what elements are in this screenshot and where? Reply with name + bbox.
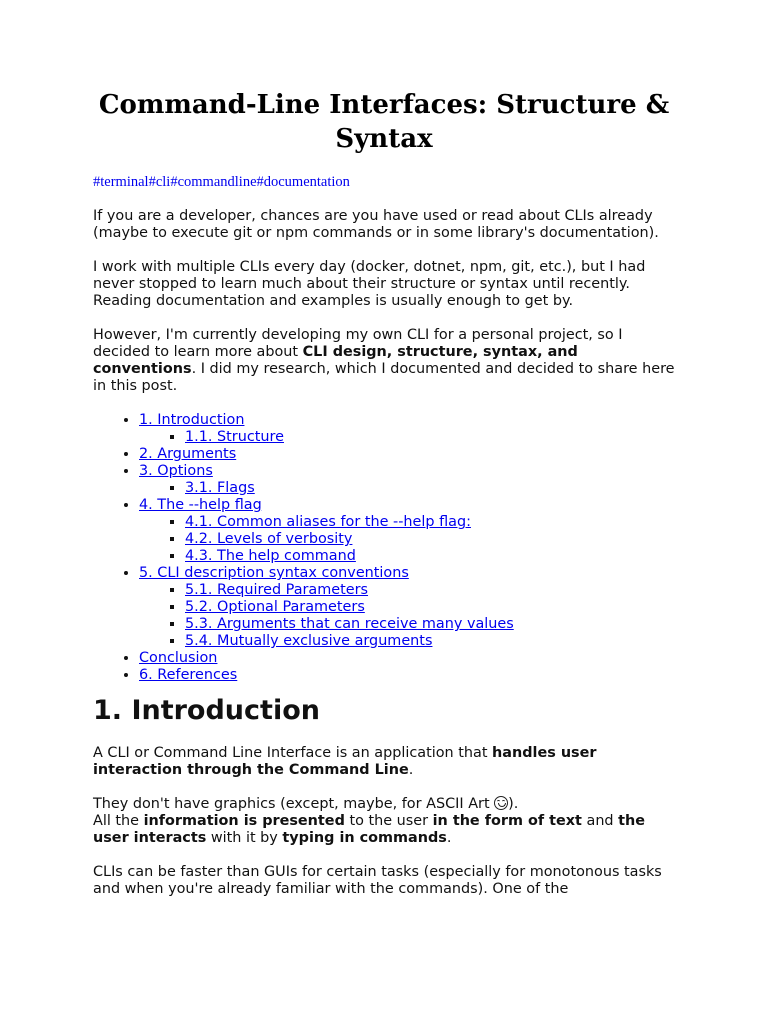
- paragraph-text: with it by: [206, 830, 283, 846]
- toc-item: [185, 582, 675, 599]
- toc-sublist: [139, 514, 675, 565]
- intro-paragraph: [93, 327, 675, 395]
- paragraph-text: and: [581, 813, 619, 829]
- bold-text: the user interacts: [93, 813, 646, 846]
- toc-link-structure[interactable]: 1.1. Structure: [185, 429, 284, 445]
- table-of-contents: [93, 412, 675, 684]
- section-paragraph: [93, 796, 675, 847]
- bold-text: information is presented: [143, 813, 345, 829]
- bold-text: handles user interaction through the Command Line: [93, 745, 597, 778]
- paragraph-text: A CLI or Command Line Interface is an application that: [93, 745, 493, 761]
- toc-link-aliases[interactable]: 4.1. Common aliases for the --help flag:: [185, 514, 471, 530]
- toc-item: [185, 548, 675, 565]
- section-heading: 1. Introduction: [93, 695, 320, 726]
- tag-list: [93, 174, 675, 191]
- toc-sublist: [139, 429, 675, 446]
- toc-item: [185, 531, 675, 548]
- toc-link-help-command[interactable]: 4.3. The help command: [185, 548, 356, 564]
- toc-item: [139, 463, 675, 497]
- paragraph-text: However, I'm currently developing my own CLI for a personal project, so I decided to learn more about: [93, 327, 623, 360]
- toc-sublist: [139, 480, 675, 497]
- intro-paragraph: I work with multiple CLIs every day (docker, dotnet, npm, git, etc.), but I had never stopped to learn much about their structure or syntax until recently. Reading documentation and examples is usually enough to get by.: [93, 259, 646, 309]
- toc-sublist: [139, 582, 675, 650]
- toc-link-options[interactable]: 3. Options: [139, 463, 213, 479]
- toc-item: [139, 412, 675, 446]
- toc-item: [139, 446, 675, 463]
- toc-link-flags[interactable]: 3.1. Flags: [185, 480, 255, 496]
- toc-link-optional[interactable]: 5.2. Optional Parameters: [185, 599, 365, 615]
- toc-item: [185, 633, 675, 650]
- toc-item: [139, 667, 675, 684]
- toc-link-required[interactable]: 5.1. Required Parameters: [185, 582, 369, 598]
- paragraph-text: .: [408, 762, 414, 778]
- intro-paragraph: If you are a developer, chances are you have used or read about CLIs already (maybe to execute git or npm commands or in some library's documentation).: [93, 208, 659, 241]
- paragraph-text: ).: [508, 796, 519, 812]
- toc-link-verbosity[interactable]: 4.2. Levels of verbosity: [185, 531, 353, 547]
- toc-item: [185, 514, 675, 531]
- toc-link-references[interactable]: 6. References: [139, 667, 238, 683]
- section-paragraph: [93, 745, 675, 779]
- paragraph-text: . I did my research, which I documented and decided to share here in this post.: [93, 361, 675, 394]
- laughing-face-icon: [494, 796, 508, 810]
- tag-link[interactable]: #commandline: [170, 174, 257, 190]
- toc-item: [185, 616, 675, 633]
- bold-text: in the form of text: [432, 813, 582, 829]
- paragraph-text: All the: [93, 813, 144, 829]
- toc-item: [185, 599, 675, 616]
- toc-link-many-values[interactable]: 5.3. Arguments that can receive many values: [185, 616, 514, 632]
- toc-link-arguments[interactable]: 2. Arguments: [139, 446, 237, 462]
- toc-link-conclusion[interactable]: Conclusion: [139, 650, 218, 666]
- tag-link[interactable]: #terminal: [93, 174, 149, 190]
- tag-link[interactable]: #documentation: [256, 174, 350, 190]
- toc-item: [139, 565, 675, 650]
- page-title: Command-Line Interfaces: Structure & Syntax: [98, 90, 670, 154]
- toc-link-exclusive[interactable]: 5.4. Mutually exclusive arguments: [185, 633, 433, 649]
- toc-item: [139, 497, 675, 565]
- toc-link-introduction[interactable]: 1. Introduction: [139, 412, 245, 428]
- toc-link-syntax[interactable]: 5. CLI description syntax conventions: [139, 565, 409, 581]
- paragraph-text: .: [446, 830, 452, 846]
- paragraph-text: They don't have graphics (except, maybe, for ASCII Art: [93, 796, 495, 812]
- bold-text: typing in commands: [282, 830, 447, 846]
- paragraph-text: to the user: [344, 813, 433, 829]
- toc-link-help-flag[interactable]: 4. The --help flag: [139, 497, 262, 513]
- toc-item: [139, 650, 675, 667]
- tag-link[interactable]: #cli: [148, 174, 171, 190]
- bold-text: CLI design, structure, syntax, and conventions: [93, 344, 578, 377]
- section-paragraph: CLIs can be faster than GUIs for certain tasks (especially for monotonous tasks and when you're already familiar with the commands). One of the: [93, 864, 662, 897]
- toc-item: [185, 480, 675, 497]
- toc-item: [185, 429, 675, 446]
